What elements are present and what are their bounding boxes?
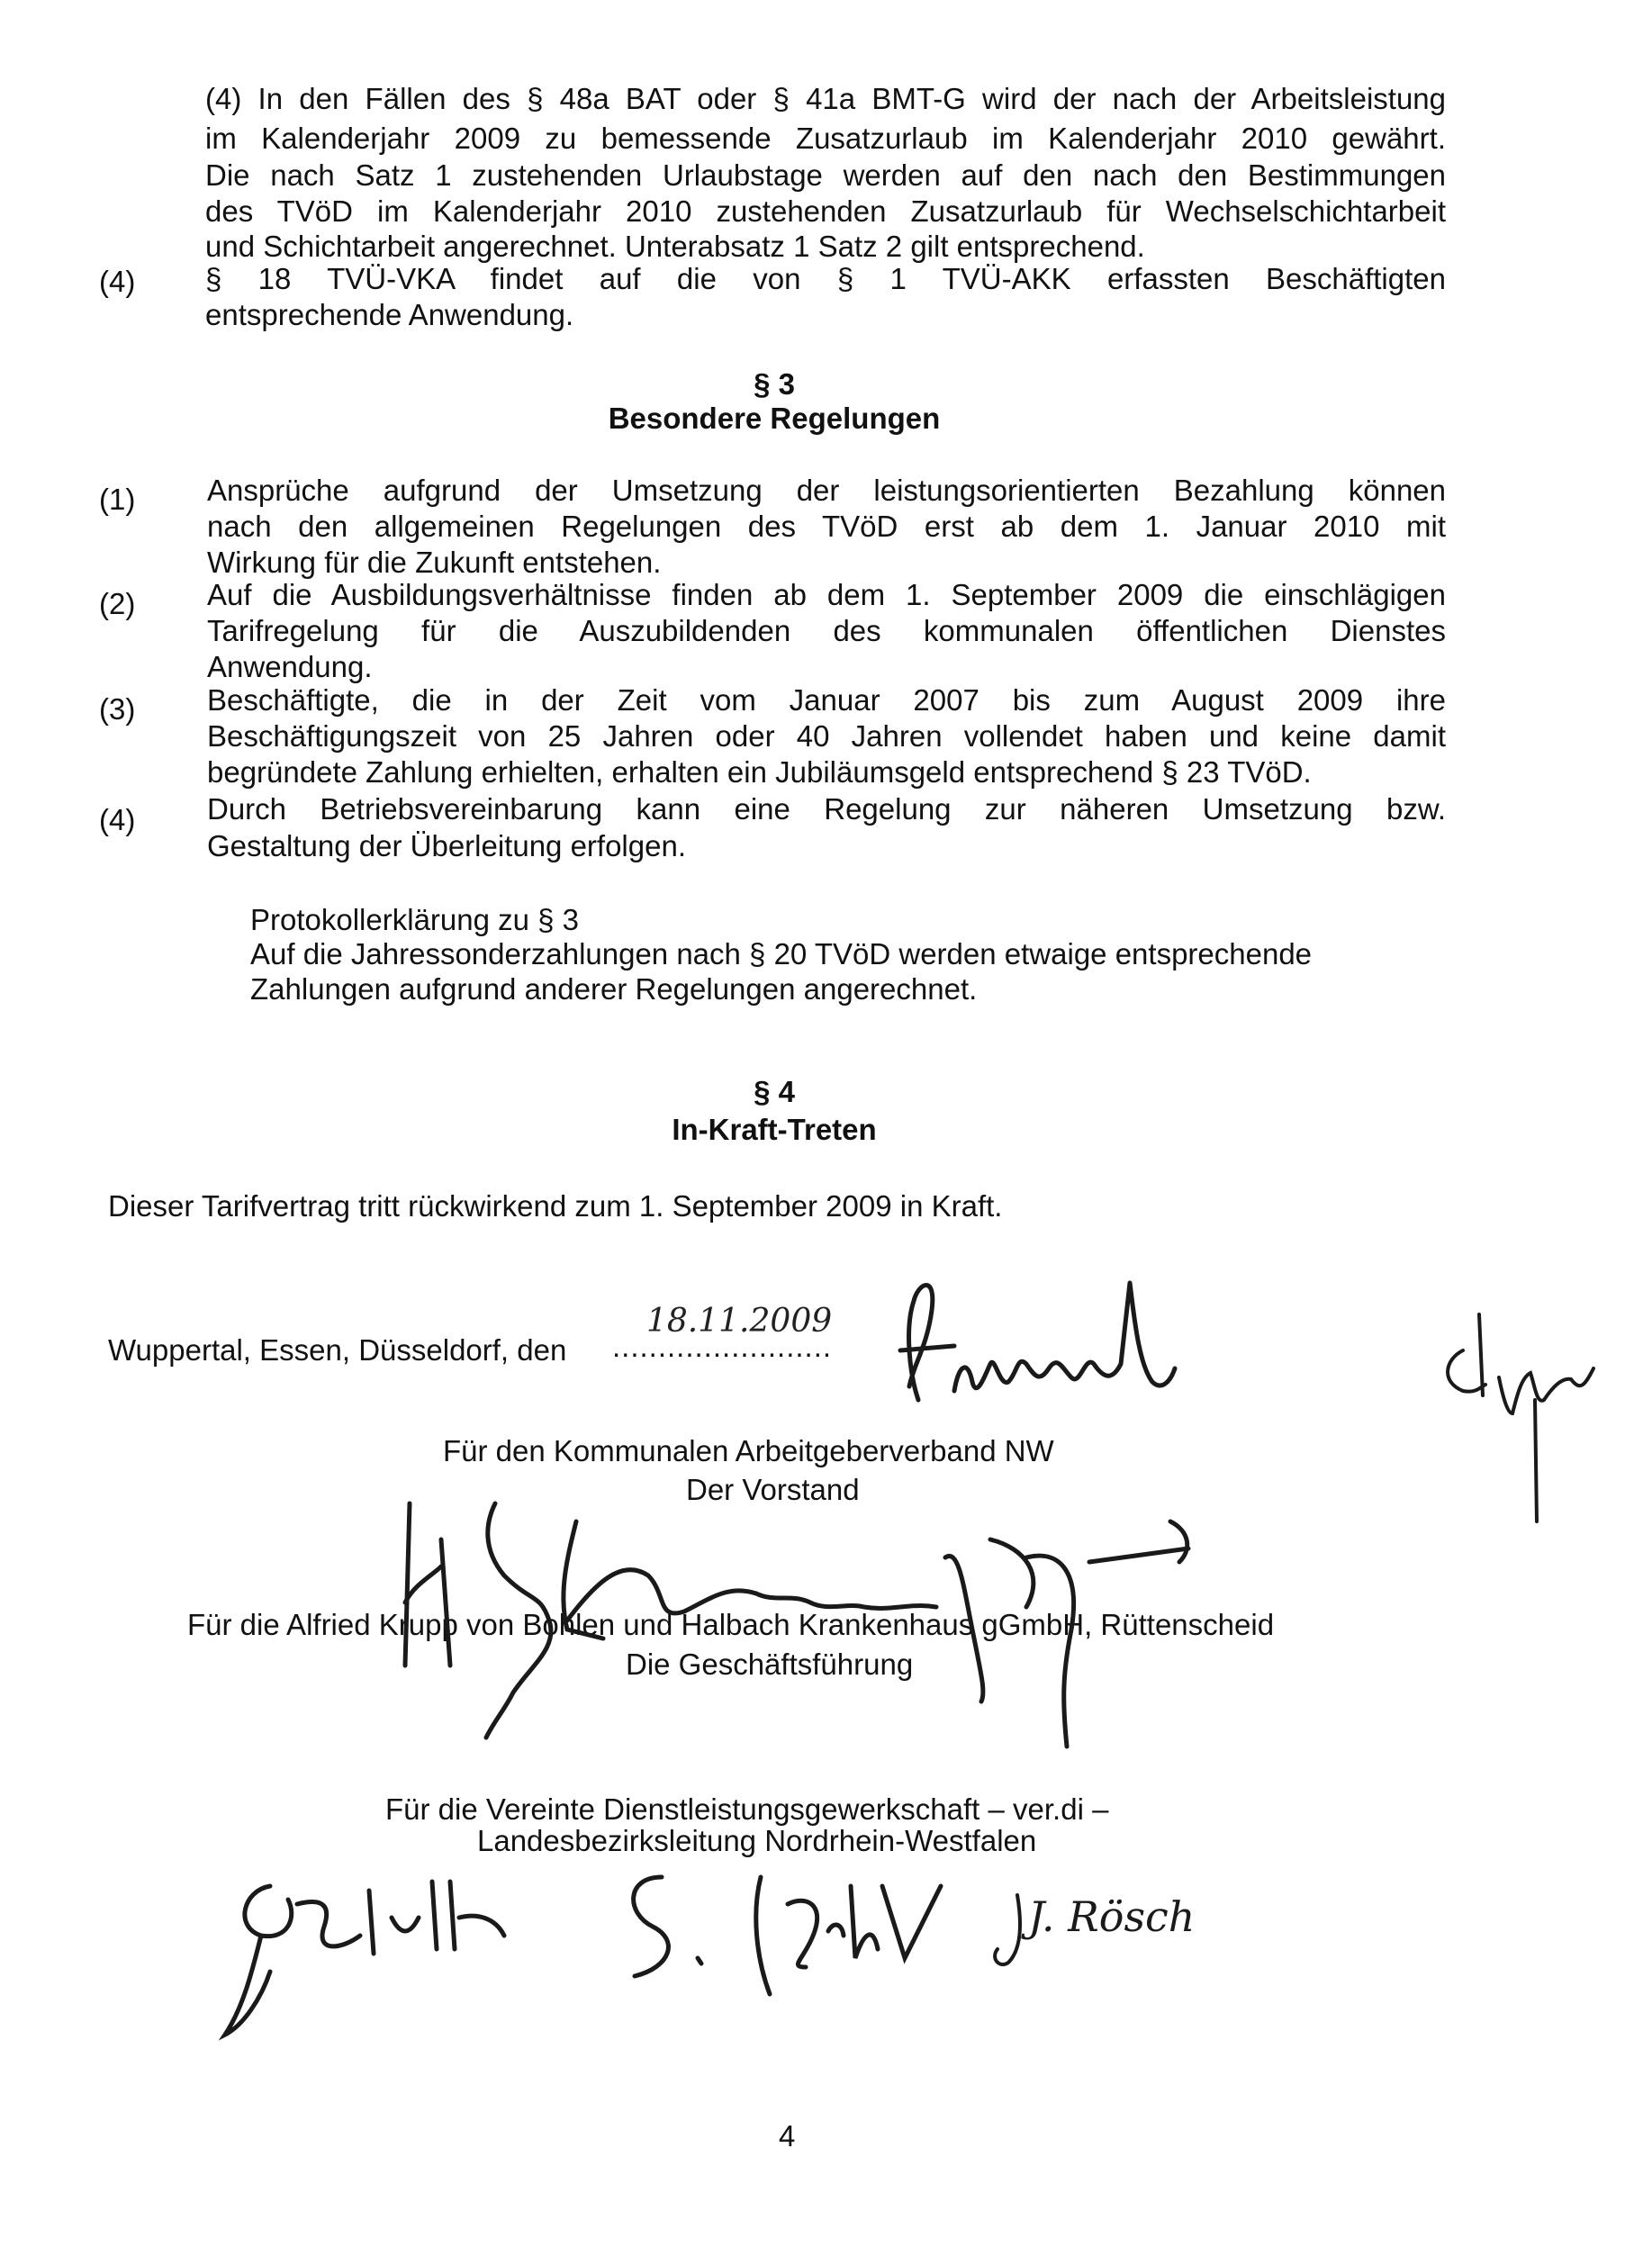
page-number: 4 xyxy=(779,2119,796,2153)
signatory-krupp-line2: Die Geschäftsführung xyxy=(626,1648,914,1681)
para-line: Auf die Ausbildungsverhältnisse finden ab dem 1. September 2009 die einschlägigen xyxy=(207,578,1446,611)
signing-place-line: Wuppertal, Essen, Düsseldorf, den xyxy=(108,1333,567,1367)
section-number: § 4 xyxy=(754,1075,795,1108)
signature-kav xyxy=(882,1265,1188,1413)
handwritten-date: 18.11.2009 xyxy=(646,1303,833,1340)
section-title: Besondere Regelungen xyxy=(608,402,941,435)
signature-rosch-text: J. Rösch xyxy=(1028,1892,1196,1941)
protocol-line: Auf die Jahressonderzahlungen nach § 20 TVöD werden etwaige entsprechende xyxy=(250,937,1313,971)
para-line: § 18 TVÜ-VKA findet auf die von § 1 TVÜ-AKK erfassten Beschäftigten xyxy=(205,262,1446,295)
signatory-verdi-line2: Landesbezirksleitung Nordrhein-Westfalen xyxy=(477,1824,1037,1857)
para-line: Beschäftigte, die in der Zeit vom Januar 2007 bis zum August 2009 ihre xyxy=(207,683,1446,717)
signature-verdi-1 xyxy=(216,1864,540,2048)
item-number: (4) xyxy=(99,265,136,298)
section-title: In-Kraft-Treten xyxy=(672,1113,877,1146)
para-line: Gestaltung der Überleitung erfolgen. xyxy=(207,829,686,862)
item-number: (2) xyxy=(99,587,136,620)
para-line: und Schichtarbeit angerechnet. Unterabsatz 1 Satz 2 gilt entsprechend. xyxy=(205,230,1145,263)
para-line: (4) In den Fällen des § 48a BAT oder § 41a BMT-G wird der nach der Arbeitsleistung xyxy=(205,82,1446,115)
para-line: Anwendung. xyxy=(207,650,373,683)
item-number: (3) xyxy=(99,692,136,726)
item-number: (1) xyxy=(99,483,136,516)
date-dots: ........................ xyxy=(612,1330,833,1363)
para-line: Wirkung für die Zukunft entstehen. xyxy=(207,546,662,579)
para-line: Tarifregelung für die Auszubildenden des kommunalen öffentlichen Dienstes xyxy=(207,614,1446,647)
signature-krupp-2 xyxy=(558,1521,1188,1787)
protocol-line: Zahlungen aufgrund anderer Regelungen angerechnet. xyxy=(250,972,978,1006)
signatory-kav-line1: Für den Kommunalen Arbeitgeberverband NW xyxy=(443,1434,1054,1467)
section-number: § 3 xyxy=(754,367,795,401)
para-line: begründete Zahlung erhielten, erhalten ein Jubiläumsgeld entsprechend § 23 TVöD. xyxy=(207,755,1312,789)
signatory-verdi-line1: Für die Vereinte Dienstleistungsgewerkschaft – ver.di – xyxy=(385,1792,1109,1826)
protocol-heading: Protokollerklärung zu § 3 xyxy=(250,903,580,936)
item-number: (4) xyxy=(99,803,136,836)
signatory-kav-line2: Der Vorstand xyxy=(686,1473,860,1506)
para-line: Durch Betriebsvereinbarung kann eine Regelung zur näheren Umsetzung bzw. xyxy=(207,792,1446,826)
signature-verdi-2 xyxy=(608,1859,950,2008)
section4-text: Dieser Tarifvertrag tritt rückwirkend zum 1. September 2009 in Kraft. xyxy=(108,1189,1003,1223)
signature-rosch xyxy=(990,1886,1224,1981)
signature-kav-2 xyxy=(1436,1314,1616,1526)
para-line: im Kalenderjahr 2009 zu bemessende Zusatzurlaub im Kalenderjahr 2010 gewährt. xyxy=(205,122,1446,155)
para-line: Beschäftigungszeit von 25 Jahren oder 40 Jahren vollendet haben und keine damit xyxy=(207,719,1446,753)
para-line: nach den allgemeinen Regelungen des TVöD erst ab dem 1. Januar 2010 mit xyxy=(207,510,1446,543)
para-line: Die nach Satz 1 zustehenden Urlaubstage werden auf den nach den Bestimmungen xyxy=(205,158,1446,192)
signatory-krupp-line1: Für die Alfried Krupp von Bohlen und Halbach Krankenhaus gGmbH, Rüttenscheid xyxy=(187,1608,1275,1641)
para-line: Ansprüche aufgrund der Umsetzung der leistungsorientierten Bezahlung können xyxy=(207,474,1446,507)
para-line: des TVöD im Kalenderjahr 2010 zustehenden Zusatzurlaub für Wechselschichtarbeit xyxy=(205,194,1446,228)
para-line: entsprechende Anwendung. xyxy=(205,298,574,331)
